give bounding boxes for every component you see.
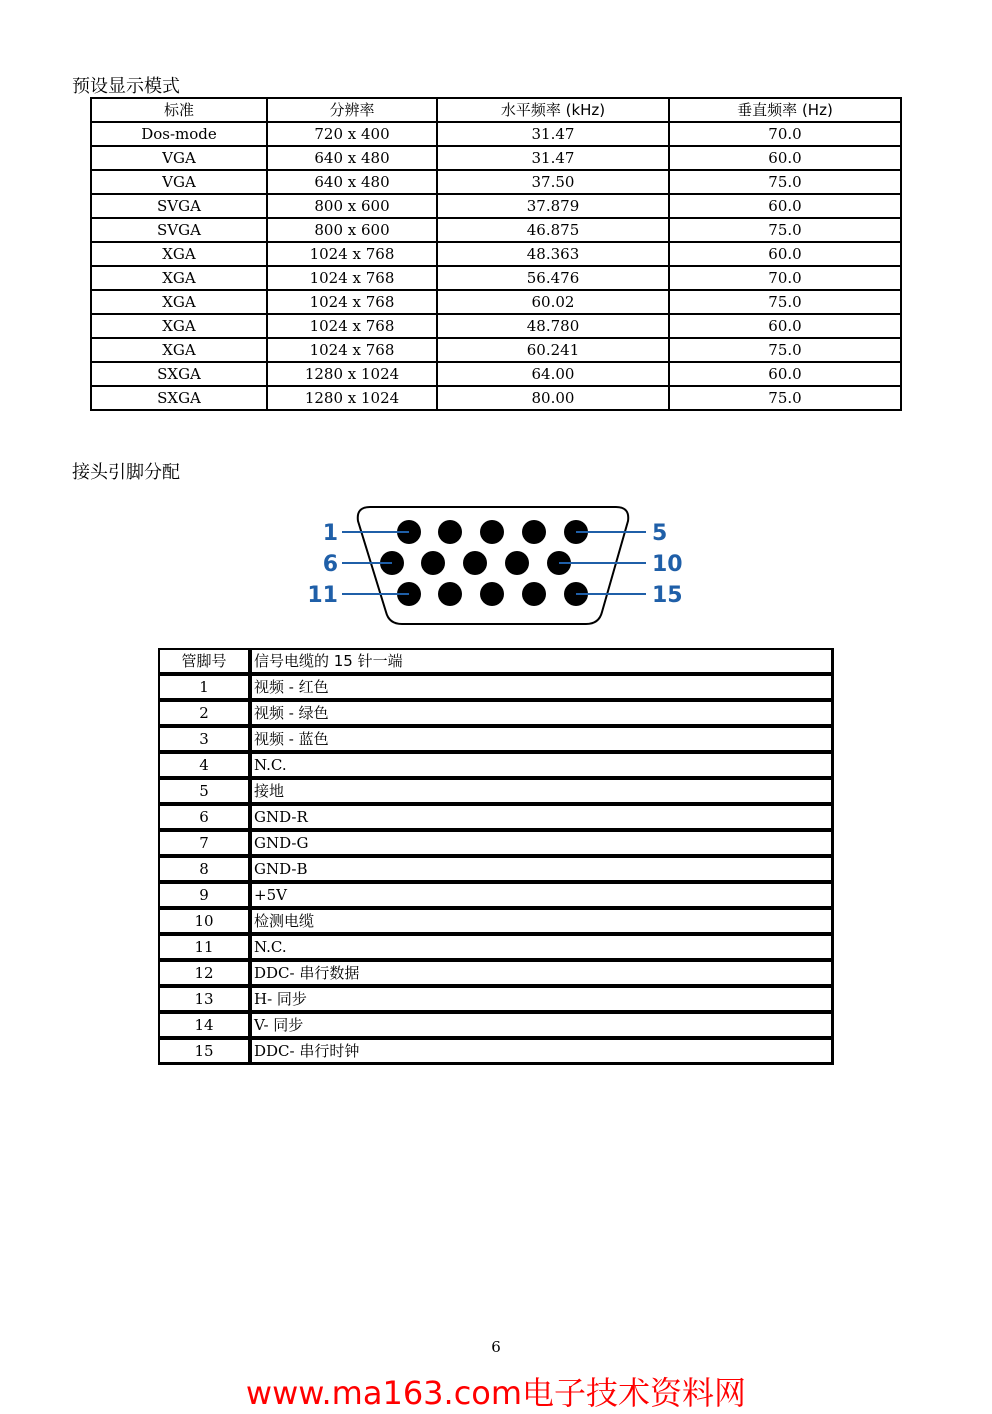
- pin-label: 6: [322, 552, 338, 577]
- table-cell: 60.0: [669, 362, 901, 386]
- table-row: [91, 362, 901, 386]
- pin-table-row: [158, 883, 834, 909]
- table-cell: 640 x 480: [267, 170, 437, 194]
- table-cell: 75.0: [669, 218, 901, 242]
- table-cell: 60.02: [437, 290, 669, 314]
- table-row: [91, 242, 901, 266]
- connector-pin: [438, 520, 462, 544]
- table-cell: 70.0: [669, 266, 901, 290]
- table-row: [91, 338, 901, 362]
- watermark-text: www.ma163.com电子技术资料网: [245, 1374, 747, 1412]
- table-header-row: [91, 98, 901, 122]
- connector-pin: [463, 551, 487, 575]
- connector-pin: [438, 582, 462, 606]
- table-row: [91, 290, 901, 314]
- table-cell: VGA: [91, 146, 267, 170]
- pin-signal-cell: V- 同步: [251, 1013, 834, 1039]
- table-cell: SVGA: [91, 218, 267, 242]
- connector-pin: [480, 582, 504, 606]
- pin-table-row: [158, 857, 834, 883]
- table-cell: 80.00: [437, 386, 669, 410]
- pin-signal-cell: 接地: [251, 779, 834, 805]
- table-row: [91, 146, 901, 170]
- pin-number-cell: 15: [158, 1039, 251, 1065]
- table-cell: 64.00: [437, 362, 669, 386]
- section-title-pin-assignment: 接头引脚分配: [72, 462, 180, 483]
- pin-number-cell: 13: [158, 987, 251, 1013]
- column-header: 水平频率 (kHz): [437, 98, 669, 122]
- pin-signal-cell: 视频 - 绿色: [251, 701, 834, 727]
- connector-pin: [522, 582, 546, 606]
- table-row: [91, 266, 901, 290]
- table-cell: 31.47: [437, 122, 669, 146]
- table-cell: VGA: [91, 170, 267, 194]
- table-row: [91, 194, 901, 218]
- table-cell: XGA: [91, 242, 267, 266]
- pin-signal-cell: H- 同步: [251, 987, 834, 1013]
- table-cell: 60.0: [669, 242, 901, 266]
- pin-number-cell: 7: [158, 831, 251, 857]
- table-row: [91, 218, 901, 242]
- pin-table-row: [158, 805, 834, 831]
- pin-signal-cell: DDC- 串行数据: [251, 961, 834, 987]
- table-cell: 75.0: [669, 386, 901, 410]
- table-cell: 1024 x 768: [267, 338, 437, 362]
- table-cell: 720 x 400: [267, 122, 437, 146]
- column-header: 标准: [91, 98, 267, 122]
- table-cell: 37.50: [437, 170, 669, 194]
- table-row: [91, 314, 901, 338]
- table-cell: 56.476: [437, 266, 669, 290]
- page-number: 6: [491, 1338, 501, 1356]
- pin-table-row: [158, 909, 834, 935]
- pin-signal-cell: GND-R: [251, 805, 834, 831]
- pin-table-row: [158, 935, 834, 961]
- table-cell: 1024 x 768: [267, 266, 437, 290]
- display-modes-table: [90, 97, 902, 411]
- pin-number-cell: 4: [158, 753, 251, 779]
- pin-number-cell: 6: [158, 805, 251, 831]
- column-header: 垂直频率 (Hz): [669, 98, 901, 122]
- table-cell: XGA: [91, 290, 267, 314]
- pin-number-cell: 1: [158, 675, 251, 701]
- table-row: [91, 170, 901, 194]
- table-cell: 48.363: [437, 242, 669, 266]
- table-cell: 640 x 480: [267, 146, 437, 170]
- table-cell: 1024 x 768: [267, 314, 437, 338]
- pin-number-cell: 10: [158, 909, 251, 935]
- section-title-display-modes: 预设显示模式: [72, 76, 180, 97]
- table-cell: 800 x 600: [267, 218, 437, 242]
- table-cell: SVGA: [91, 194, 267, 218]
- pin-signal-cell: N.C.: [251, 753, 834, 779]
- pin-table-row: [158, 1013, 834, 1039]
- pin-number-cell: 8: [158, 857, 251, 883]
- connector-pin: [421, 551, 445, 575]
- table-cell: XGA: [91, 314, 267, 338]
- pin-table-row: [158, 701, 834, 727]
- pin-signal-cell: 检测电缆: [251, 909, 834, 935]
- table-cell: 46.875: [437, 218, 669, 242]
- pin-number-cell: 9: [158, 883, 251, 909]
- table-cell: 60.0: [669, 314, 901, 338]
- table-cell: 31.47: [437, 146, 669, 170]
- pin-number-cell: 12: [158, 961, 251, 987]
- table-cell: 1024 x 768: [267, 290, 437, 314]
- pin-table-row: [158, 831, 834, 857]
- pin-assignment-table: [158, 648, 834, 1065]
- table-cell: 37.879: [437, 194, 669, 218]
- pin-table-row: [158, 753, 834, 779]
- pin-table-row: [158, 987, 834, 1013]
- pin-signal-cell: GND-B: [251, 857, 834, 883]
- table-cell: SXGA: [91, 362, 267, 386]
- table-cell: 60.241: [437, 338, 669, 362]
- column-header: 分辨率: [267, 98, 437, 122]
- table-cell: 1024 x 768: [267, 242, 437, 266]
- pin-signal-cell: +5V: [251, 883, 834, 909]
- pin-label: 10: [652, 552, 683, 577]
- table-cell: 75.0: [669, 338, 901, 362]
- pin-number-cell: 5: [158, 779, 251, 805]
- pin-table-header-row: [158, 648, 834, 675]
- pin-signal-cell: GND-G: [251, 831, 834, 857]
- table-row: [91, 122, 901, 146]
- pin-signal-cell: 视频 - 蓝色: [251, 727, 834, 753]
- table-cell: XGA: [91, 338, 267, 362]
- pin-label: 5: [652, 521, 668, 546]
- pin-table-row: [158, 727, 834, 753]
- pin-assignment-body: [158, 648, 834, 1065]
- table-cell: 60.0: [669, 194, 901, 218]
- connector-pin: [522, 520, 546, 544]
- pin-number-cell: 3: [158, 727, 251, 753]
- pin-number-cell: 14: [158, 1013, 251, 1039]
- table-cell: SXGA: [91, 386, 267, 410]
- pin-table-row: [158, 961, 834, 987]
- table-row: [91, 386, 901, 410]
- table-cell: XGA: [91, 266, 267, 290]
- pin-table-row: [158, 1039, 834, 1065]
- vga-connector-diagram: [300, 500, 700, 630]
- pin-table-header-cell: 信号电缆的 15 针一端: [251, 648, 834, 675]
- pin-signal-cell: 视频 - 红色: [251, 675, 834, 701]
- table-cell: 1280 x 1024: [267, 386, 437, 410]
- pin-table-row: [158, 779, 834, 805]
- table-cell: 48.780: [437, 314, 669, 338]
- table-cell: 60.0: [669, 146, 901, 170]
- table-cell: 1280 x 1024: [267, 362, 437, 386]
- pin-signal-cell: N.C.: [251, 935, 834, 961]
- pin-table-row: [158, 675, 834, 701]
- table-cell: 75.0: [669, 290, 901, 314]
- connector-pin: [505, 551, 529, 575]
- pin-number-cell: 2: [158, 701, 251, 727]
- table-cell: 75.0: [669, 170, 901, 194]
- table-cell: 70.0: [669, 122, 901, 146]
- pin-label: 1: [322, 521, 338, 546]
- pin-label: 15: [652, 583, 683, 608]
- display-modes-body: [91, 122, 901, 410]
- pin-label: 11: [307, 583, 338, 608]
- pin-signal-cell: DDC- 串行时钟: [251, 1039, 834, 1065]
- pin-table-header-cell: 管脚号: [158, 648, 251, 675]
- connector-pin: [480, 520, 504, 544]
- table-cell: Dos-mode: [91, 122, 267, 146]
- pin-number-cell: 11: [158, 935, 251, 961]
- table-cell: 800 x 600: [267, 194, 437, 218]
